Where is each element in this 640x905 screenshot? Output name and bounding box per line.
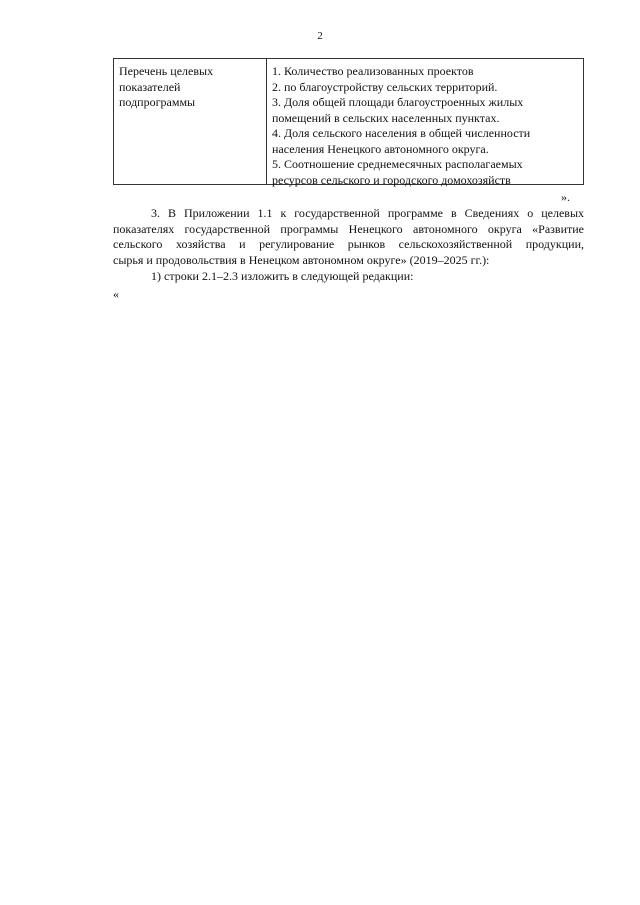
table-label-line: показателей <box>119 79 181 94</box>
indicators-table <box>113 58 584 185</box>
table-item-line: помещений в сельских населенных пунктах. <box>272 110 500 125</box>
table-item-line: 5. Соотношение среднемесячных располагаемых <box>272 157 523 171</box>
table-label-line: подпрограммы <box>119 95 196 109</box>
sub-item-1: 1) строки 2.1–2.3 изложить в следующей редакции: <box>151 269 414 283</box>
table-items-cell <box>267 59 583 187</box>
table-item-line: 2. по благоустройству сельских территорий. <box>272 79 498 94</box>
paragraph-line: сырья и продовольствия в Ненецком автономном округе» (2019–2025 гг.): <box>113 252 490 267</box>
closing-quote: ». <box>561 190 570 204</box>
table-item-line: 3. Доля общей площади благоустроенных жилых <box>272 95 524 109</box>
table-item-line: ресурсов сельского и городского домохозяйств <box>272 172 511 187</box>
table-item-line: населения Ненецкого автономного округа. <box>272 141 489 156</box>
table-item-line: 1. Количество реализованных проектов <box>272 64 474 78</box>
table-label-cell <box>114 59 267 184</box>
table-item-line: 4. Доля сельского населения в общей численности <box>272 126 531 140</box>
open-quote: « <box>113 287 119 301</box>
paragraph-3 <box>113 206 584 268</box>
paragraph-line: сельского хозяйства и регулирование рынков сельскохозяйственной продукции, <box>113 237 584 251</box>
paragraph-line: показателях государственной программы Ненецкого автономного округа «Развитие <box>113 221 584 236</box>
paragraph-line: 3. В Приложении 1.1 к государственной программе в Сведениях о целевых <box>151 206 584 220</box>
table-label-line: Перечень целевых <box>119 64 214 78</box>
page-number: 2 <box>317 30 323 42</box>
